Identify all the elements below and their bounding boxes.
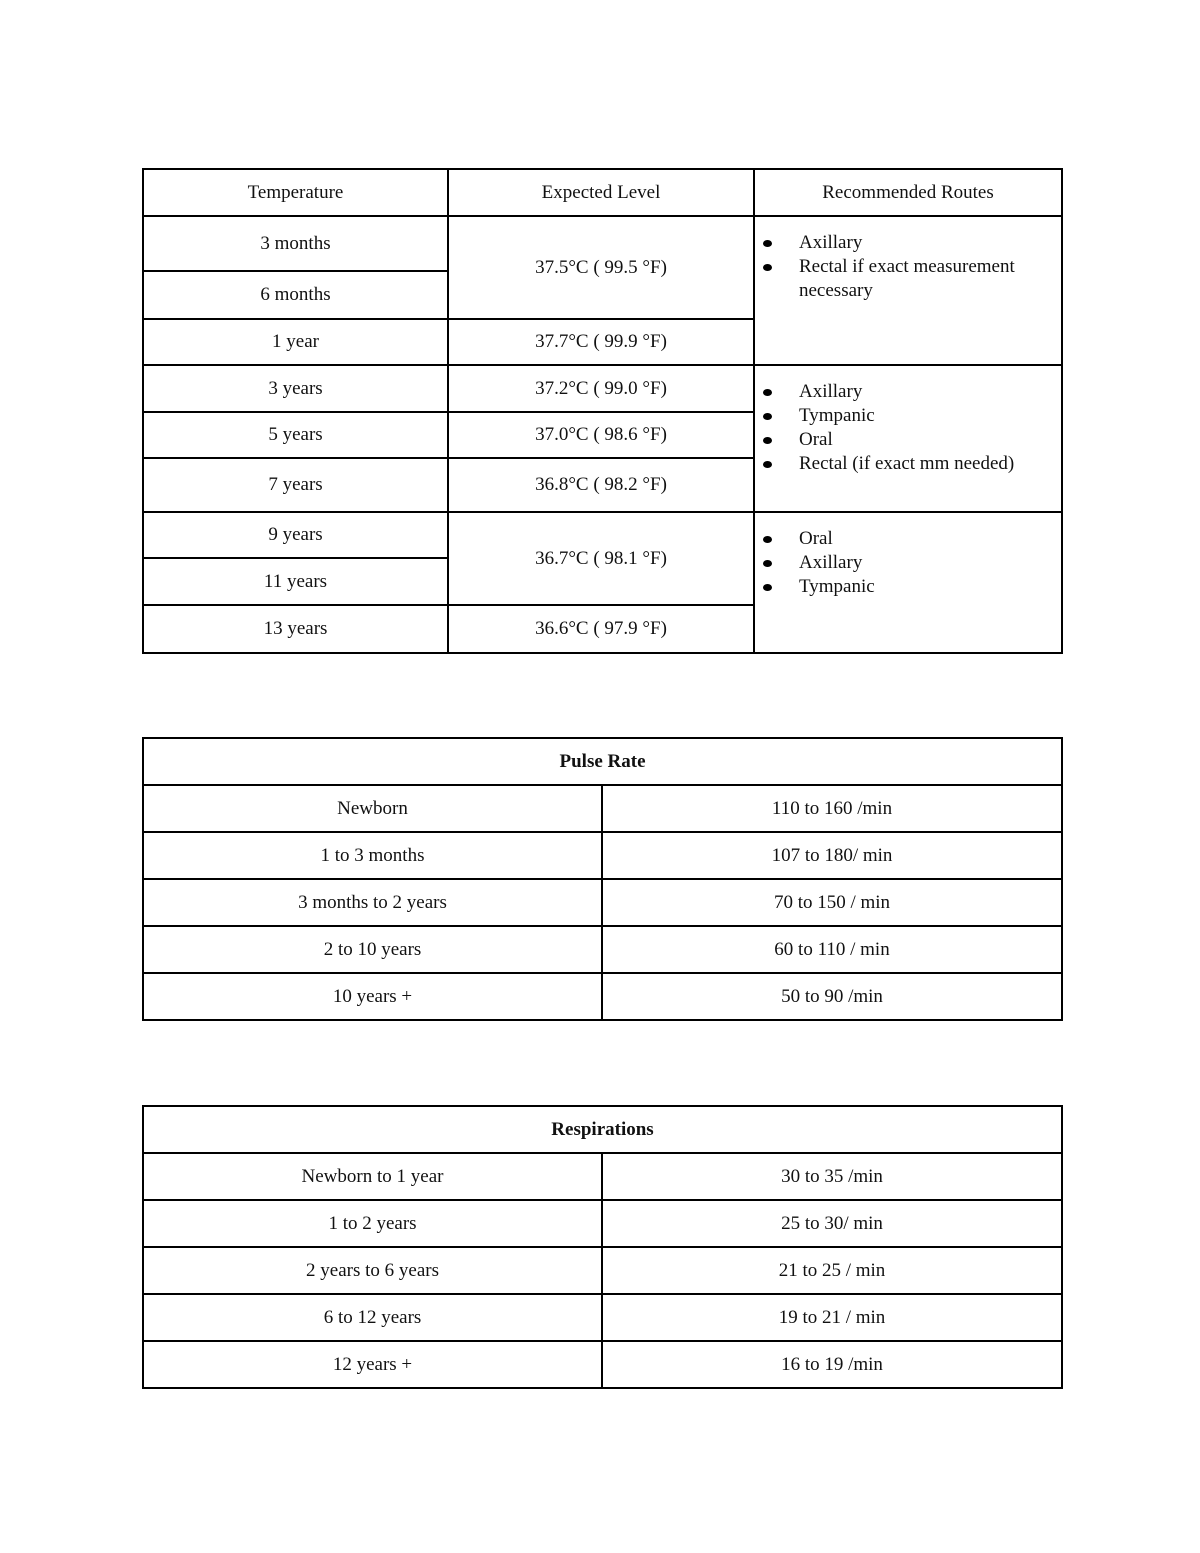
- header-recommended-routes: Recommended Routes: [754, 169, 1062, 216]
- rate-cell: 21 to 25 / min: [602, 1247, 1062, 1294]
- list-item: Axillary: [799, 551, 1051, 575]
- routes-list: [799, 380, 1051, 476]
- age-cell: 1 to 2 years: [143, 1200, 602, 1247]
- level-cell: 37.7°C ( 99.9 °F): [448, 319, 754, 365]
- rate-cell: 25 to 30/ min: [602, 1200, 1062, 1247]
- age-cell: 1 to 3 months: [143, 832, 602, 879]
- age-cell: 6 to 12 years: [143, 1294, 602, 1341]
- age-cell: 3 months: [143, 216, 448, 271]
- age-cell: Newborn: [143, 785, 602, 832]
- routes-cell: [754, 216, 1062, 365]
- table-row: [143, 365, 1062, 412]
- level-cell: 37.2°C ( 99.0 °F): [448, 365, 754, 412]
- rate-cell: 110 to 160 /min: [602, 785, 1062, 832]
- table-row: [143, 832, 1062, 879]
- bullet-icon: [763, 584, 772, 591]
- age-cell: 1 year: [143, 319, 448, 365]
- table-row: [143, 1247, 1062, 1294]
- header-temperature: Temperature: [143, 169, 448, 216]
- level-cell: 36.6°C ( 97.9 °F): [448, 605, 754, 653]
- rate-cell: 16 to 19 /min: [602, 1341, 1062, 1388]
- level-cell: 37.0°C ( 98.6 °F): [448, 412, 754, 458]
- bullet-icon: [763, 413, 772, 420]
- table-row: [143, 216, 1062, 271]
- pulse-title-row: [143, 738, 1062, 785]
- list-item: Tympanic: [799, 575, 1051, 599]
- bullet-icon: [763, 264, 772, 271]
- routes-cell: [754, 512, 1062, 653]
- bullet-icon: [763, 437, 772, 444]
- age-cell: 10 years +: [143, 973, 602, 1020]
- rate-cell: 60 to 110 / min: [602, 926, 1062, 973]
- bullet-icon: [763, 560, 772, 567]
- table-row: [143, 879, 1062, 926]
- header-expected-level: Expected Level: [448, 169, 754, 216]
- respirations-title: Respirations: [143, 1106, 1062, 1153]
- table-row: [143, 926, 1062, 973]
- age-cell: 12 years +: [143, 1341, 602, 1388]
- table-row: [143, 1200, 1062, 1247]
- age-cell: 7 years: [143, 458, 448, 512]
- table-row: [143, 973, 1062, 1020]
- age-cell: 3 years: [143, 365, 448, 412]
- table-row: [143, 785, 1062, 832]
- age-cell: 9 years: [143, 512, 448, 558]
- age-cell: Newborn to 1 year: [143, 1153, 602, 1200]
- respirations-table: [142, 1105, 1063, 1389]
- rate-cell: 30 to 35 /min: [602, 1153, 1062, 1200]
- list-item: Tympanic: [799, 404, 1051, 428]
- rate-cell: 19 to 21 / min: [602, 1294, 1062, 1341]
- list-item: Rectal if exact measurement necessary: [799, 255, 1051, 303]
- rate-cell: 50 to 90 /min: [602, 973, 1062, 1020]
- pulse-rate-title: Pulse Rate: [143, 738, 1062, 785]
- respirations-title-row: [143, 1106, 1062, 1153]
- list-item: Rectal (if exact mm needed): [799, 452, 1051, 476]
- temperature-header-row: [143, 169, 1062, 216]
- list-item: Axillary: [799, 231, 1051, 255]
- list-item: Axillary: [799, 380, 1051, 404]
- temperature-table: [142, 168, 1063, 654]
- bullet-icon: [763, 240, 772, 247]
- age-cell: 6 months: [143, 271, 448, 319]
- list-item: Oral: [799, 527, 1051, 551]
- table-row: [143, 1153, 1062, 1200]
- routes-list: [799, 231, 1051, 303]
- level-cell: 36.8°C ( 98.2 °F): [448, 458, 754, 512]
- age-cell: 11 years: [143, 558, 448, 605]
- list-item: Oral: [799, 428, 1051, 452]
- age-cell: 3 months to 2 years: [143, 879, 602, 926]
- routes-list: [799, 527, 1051, 599]
- bullet-icon: [763, 389, 772, 396]
- age-cell: 2 years to 6 years: [143, 1247, 602, 1294]
- pulse-rate-table: [142, 737, 1063, 1021]
- table-row: [143, 1294, 1062, 1341]
- bullet-icon: [763, 536, 772, 543]
- table-row: [143, 512, 1062, 558]
- routes-cell: [754, 365, 1062, 512]
- level-cell: 36.7°C ( 98.1 °F): [448, 512, 754, 605]
- age-cell: 5 years: [143, 412, 448, 458]
- rate-cell: 107 to 180/ min: [602, 832, 1062, 879]
- age-cell: 13 years: [143, 605, 448, 653]
- table-row: [143, 1341, 1062, 1388]
- age-cell: 2 to 10 years: [143, 926, 602, 973]
- bullet-icon: [763, 461, 772, 468]
- rate-cell: 70 to 150 / min: [602, 879, 1062, 926]
- level-cell: 37.5°C ( 99.5 °F): [448, 216, 754, 319]
